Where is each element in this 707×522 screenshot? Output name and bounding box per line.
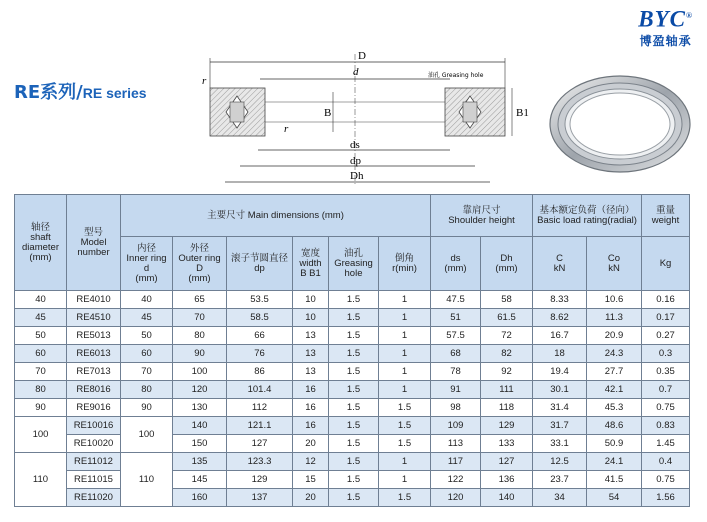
cell-model: RE5013 [67,327,121,345]
cell-D: 65 [173,291,227,309]
cell-hole: 1.5 [329,291,379,309]
cell-D: 70 [173,309,227,327]
cell-Co: 41.5 [587,471,642,489]
table-row [15,345,690,363]
cell-B: 20 [293,435,329,453]
cell-kg: 1.45 [642,435,690,453]
cell-D: 140 [173,417,227,435]
label-dp: dp [350,155,361,167]
header-outer-ring: 外径 Outer ring D (mm) [173,237,227,291]
cell-hole: 1.5 [329,417,379,435]
cell-C: 31.4 [533,399,587,417]
cell-model: RE4010 [67,291,121,309]
bearing-cross-section-drawing [200,44,530,188]
cell-Co: 20.9 [587,327,642,345]
cell-C: 8.33 [533,291,587,309]
cell-D: 145 [173,471,227,489]
cell-kg: 0.17 [642,309,690,327]
specification-table [14,194,690,507]
cell-C: 23.7 [533,471,587,489]
cell-model: RE4510 [67,309,121,327]
header-pitch-diameter: 滚子节圆直径 dp [227,237,293,291]
header-dynamic-load: C kN [533,237,587,291]
logo-company-name: 博盈轴承 [639,33,692,48]
table-row [15,291,690,309]
logo-mark [638,4,693,32]
cell-dp: 101.4 [227,381,293,399]
bearing-photo [545,72,695,176]
cell-kg: 0.16 [642,291,690,309]
cell-r: 1.5 [379,417,431,435]
cell-d: 80 [121,381,173,399]
cell-hole: 1.5 [329,309,379,327]
cell-shaft: 45 [15,309,67,327]
cell-model: RE10016 [67,417,121,435]
cell-ds: 68 [431,345,481,363]
table-row [15,363,690,381]
cell-r: 1 [379,327,431,345]
cell-model: RE11015 [67,471,121,489]
header-model-number: 型号 Model number [67,195,121,291]
cell-kg: 0.83 [642,417,690,435]
cell-ds: 120 [431,489,481,507]
cell-r: 1 [379,381,431,399]
header-static-load: Co kN [587,237,642,291]
cell-shaft: 100 [15,417,67,453]
cell-Dh: 118 [481,399,533,417]
cell-shaft: 110 [15,453,67,507]
cell-Co: 11.3 [587,309,642,327]
table-row [15,489,690,507]
header-kg: Kg [642,237,690,291]
cell-Co: 24.1 [587,453,642,471]
cell-ds: 57.5 [431,327,481,345]
cell-d: 70 [121,363,173,381]
registered-mark: ® [686,11,693,20]
cell-Co: 48.6 [587,417,642,435]
cell-C: 19.4 [533,363,587,381]
cell-dp: 129 [227,471,293,489]
label-greasing-hole: 油孔 Greasing hole [428,72,484,79]
cell-d: 60 [121,345,173,363]
cell-r: 1 [379,345,431,363]
cell-C: 30.1 [533,381,587,399]
label-d: d [353,66,359,78]
header-width: 宽度 width B B1 [293,237,329,291]
cell-hole: 1.5 [329,381,379,399]
cell-ds: 51 [431,309,481,327]
series-title-en: RE series [82,85,147,101]
cell-d: 90 [121,399,173,417]
cell-r: 1 [379,309,431,327]
cell-B: 15 [293,471,329,489]
header-shoulder-height: 靠肩尺寸 Shoulder height [431,195,533,237]
cell-model: RE9016 [67,399,121,417]
cell-shaft: 70 [15,363,67,381]
cell-ds: 109 [431,417,481,435]
cell-D: 130 [173,399,227,417]
cell-dp: 123.3 [227,453,293,471]
header-main-dimensions: 主要尺寸 Main dimensions (mm) [121,195,431,237]
cell-Dh: 111 [481,381,533,399]
cell-B: 16 [293,381,329,399]
label-D: D [358,50,366,62]
cell-model: RE10020 [67,435,121,453]
cell-shaft: 80 [15,381,67,399]
cell-hole: 1.5 [329,453,379,471]
table-row [15,381,690,399]
header-weight: 重量 weight [642,195,690,237]
cell-D: 135 [173,453,227,471]
cell-r: 1.5 [379,489,431,507]
cell-ds: 98 [431,399,481,417]
header-basic-load-rating: 基本额定负荷（径向） Basic load rating(radial) [533,195,642,237]
cell-d: 40 [121,291,173,309]
cell-Co: 42.1 [587,381,642,399]
cell-d: 110 [121,453,173,507]
cell-B: 10 [293,309,329,327]
cell-Dh: 61.5 [481,309,533,327]
cell-shaft: 50 [15,327,67,345]
cell-C: 31.7 [533,417,587,435]
cell-hole: 1.5 [329,345,379,363]
cell-kg: 0.27 [642,327,690,345]
table-row [15,417,690,435]
cell-Co: 27.7 [587,363,642,381]
cell-dp: 76 [227,345,293,363]
cell-model: RE7013 [67,363,121,381]
cell-r: 1 [379,471,431,489]
cell-B: 20 [293,489,329,507]
cell-D: 90 [173,345,227,363]
table-row [15,471,690,489]
table-row [15,399,690,417]
cell-C: 18 [533,345,587,363]
cell-B: 13 [293,345,329,363]
cell-B: 10 [293,291,329,309]
cell-C: 34 [533,489,587,507]
cell-Co: 50.9 [587,435,642,453]
cell-ds: 113 [431,435,481,453]
cell-kg: 0.75 [642,471,690,489]
cell-Dh: 129 [481,417,533,435]
table-row [15,435,690,453]
cell-B: 16 [293,417,329,435]
cell-Co: 24.3 [587,345,642,363]
cell-kg: 0.3 [642,345,690,363]
series-title [14,78,147,104]
cell-B: 16 [293,399,329,417]
cell-shaft: 60 [15,345,67,363]
cell-D: 150 [173,435,227,453]
table-row [15,453,690,471]
cell-Dh: 82 [481,345,533,363]
cell-hole: 1.5 [329,363,379,381]
cell-dp: 66 [227,327,293,345]
cell-ds: 78 [431,363,481,381]
cell-Dh: 127 [481,453,533,471]
logo-mark-text: BYC [638,6,687,32]
label-r-top: r [202,75,207,87]
cell-r: 1.5 [379,435,431,453]
header-shaft-diameter: 轴径 shaft diameter (mm) [15,195,67,291]
cell-hole: 1.5 [329,435,379,453]
cell-r: 1.5 [379,399,431,417]
cell-d: 45 [121,309,173,327]
cell-model: RE11020 [67,489,121,507]
cell-shaft: 40 [15,291,67,309]
cell-ds: 122 [431,471,481,489]
cell-hole: 1.5 [329,327,379,345]
cell-D: 160 [173,489,227,507]
cell-kg: 1.56 [642,489,690,507]
cell-Dh: 140 [481,489,533,507]
label-B1: B1 [516,107,529,119]
label-B: B [324,107,332,119]
cell-Dh: 133 [481,435,533,453]
cell-ds: 47.5 [431,291,481,309]
cell-Dh: 72 [481,327,533,345]
cell-dp: 121.1 [227,417,293,435]
cell-d: 50 [121,327,173,345]
cell-r: 1 [379,291,431,309]
cell-shaft: 90 [15,399,67,417]
header-greasing-hole: 油孔 Greasing hole [329,237,379,291]
cell-model: RE11012 [67,453,121,471]
cell-Co: 10.6 [587,291,642,309]
header-ds: ds (mm) [431,237,481,291]
brand-logo [638,4,693,49]
cell-kg: 0.35 [642,363,690,381]
cell-dp: 127 [227,435,293,453]
cell-ds: 117 [431,453,481,471]
cell-B: 13 [293,363,329,381]
cell-kg: 0.7 [642,381,690,399]
cell-B: 12 [293,453,329,471]
cell-r: 1 [379,453,431,471]
cell-Dh: 92 [481,363,533,381]
cell-hole: 1.5 [329,489,379,507]
cell-model: RE8016 [67,381,121,399]
cell-hole: 1.5 [329,399,379,417]
cell-C: 12.5 [533,453,587,471]
cell-kg: 0.75 [642,399,690,417]
header-dh: Dh (mm) [481,237,533,291]
table-row [15,309,690,327]
header-inner-ring: 内径 Inner ring d (mm) [121,237,173,291]
cell-D: 80 [173,327,227,345]
cell-model: RE6013 [67,345,121,363]
cell-dp: 86 [227,363,293,381]
cell-ds: 91 [431,381,481,399]
cell-Co: 54 [587,489,642,507]
cell-Co: 45.3 [587,399,642,417]
label-ds: ds [350,139,360,151]
cell-dp: 137 [227,489,293,507]
cell-r: 1 [379,363,431,381]
label-Dh: Dh [350,170,364,182]
cell-hole: 1.5 [329,471,379,489]
cell-Dh: 58 [481,291,533,309]
header-chamfer: 倒角 r(min) [379,237,431,291]
cell-D: 120 [173,381,227,399]
cell-C: 16.7 [533,327,587,345]
cell-dp: 53.5 [227,291,293,309]
cell-D: 100 [173,363,227,381]
cell-C: 33.1 [533,435,587,453]
series-title-cn: RE系列/ [14,82,83,103]
cell-dp: 58.5 [227,309,293,327]
table-row [15,327,690,345]
cell-B: 13 [293,327,329,345]
cell-C: 8.62 [533,309,587,327]
label-r-inner: r [284,123,289,135]
cell-d: 100 [121,417,173,453]
cell-kg: 0.4 [642,453,690,471]
cell-dp: 112 [227,399,293,417]
cell-Dh: 136 [481,471,533,489]
